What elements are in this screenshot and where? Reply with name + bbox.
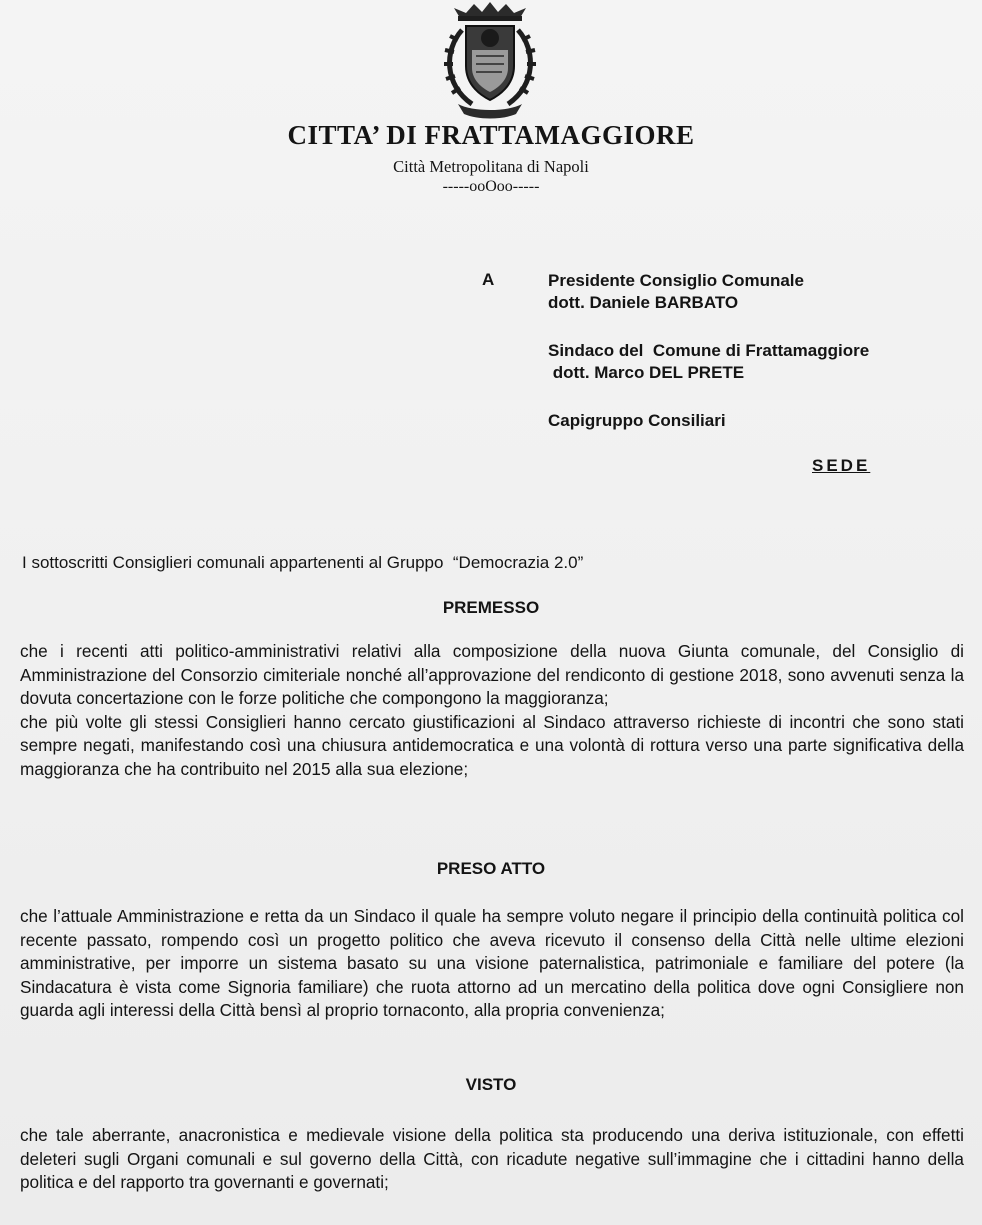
section-heading-preso-atto: PRESO ATTO xyxy=(436,859,546,878)
section-heading-premesso: PREMESSO xyxy=(442,598,540,617)
paragraph: che l’attuale Amministrazione e retta da un Sindaco il quale ha sempre voluto negare il principio della continuità politica col recente passato, rompendo così un progetto politico che aveva ricevuto il consenso della Città nelle ultime elezioni amministrative, per imporre un sistema basato su una visione paternalistica, patrimoniale e familiare del potere (la Sindacatura è vista come Signoria familiare) che ruota attorno ad un mercatino della politica dove ogni Consigliere non guarda agli interessi della Città bensì al proprio tornaconto, alla propria convenienza; xyxy=(20,906,964,1021)
section-body-preso-atto xyxy=(20,905,964,1023)
section-heading-visto: VISTO xyxy=(465,1075,517,1094)
recipient-name: dott. Daniele BARBATO xyxy=(548,293,739,312)
section-body-premesso xyxy=(20,640,964,782)
addressee-prefix: A xyxy=(482,270,495,289)
recipient-name: dott. Marco DEL PRETE xyxy=(548,363,745,382)
recipient-president xyxy=(548,270,804,314)
title-ornament: -----ooOoo----- xyxy=(442,178,540,195)
recipient-role: Capigruppo Consiliari xyxy=(548,411,726,430)
document-title: CITTA’ DI FRATTAMAGGIORE xyxy=(287,120,695,150)
location-label: SEDE xyxy=(812,456,871,475)
section-body-visto xyxy=(20,1124,964,1195)
recipient-role: Presidente Consiglio Comunale xyxy=(548,271,804,290)
municipal-crest-icon xyxy=(432,0,542,122)
recipient-group-leaders xyxy=(548,410,726,432)
recipient-role: Sindaco del Comune di Frattamaggiore xyxy=(548,341,870,360)
recipient-mayor xyxy=(548,340,869,384)
document-subtitle: Città Metropolitana di Napoli xyxy=(393,157,589,176)
paragraph: che tale aberrante, anacronistica e medievale visione della politica sta producendo una deriva istituzionale, con effetti deleteri sugli Organi comunali e sul governo della Città, con ricadute negative sull’immagine che i cittadini hanno della politica e del rapporto tra governanti e governati; xyxy=(20,1125,964,1193)
intro-line: I sottoscritti Consiglieri comunali appartenenti al Gruppo “Democrazia 2.0” xyxy=(22,553,584,572)
paragraph: che più volte gli stessi Consiglieri hanno cercato giustificazioni al Sindaco attraverso richieste di incontri che sono stati sempre negati, manifestando così una chiusura antidemocratica e una volontà di rottura verso una parte significativa della maggioranza che ha contribuito nel 2015 alla sua elezione; xyxy=(20,711,964,779)
paragraph: che i recenti atti politico-amministrativi relativi alla composizione della nuova Giunta comunale, del Consiglio di Amministrazione del Consorzio cimiteriale nonché all’approvazione del rendiconto di gestione 2018, sono avvenuti senza la dovuta concertazione con le forze politiche che compongono la maggioranza; xyxy=(20,641,964,709)
